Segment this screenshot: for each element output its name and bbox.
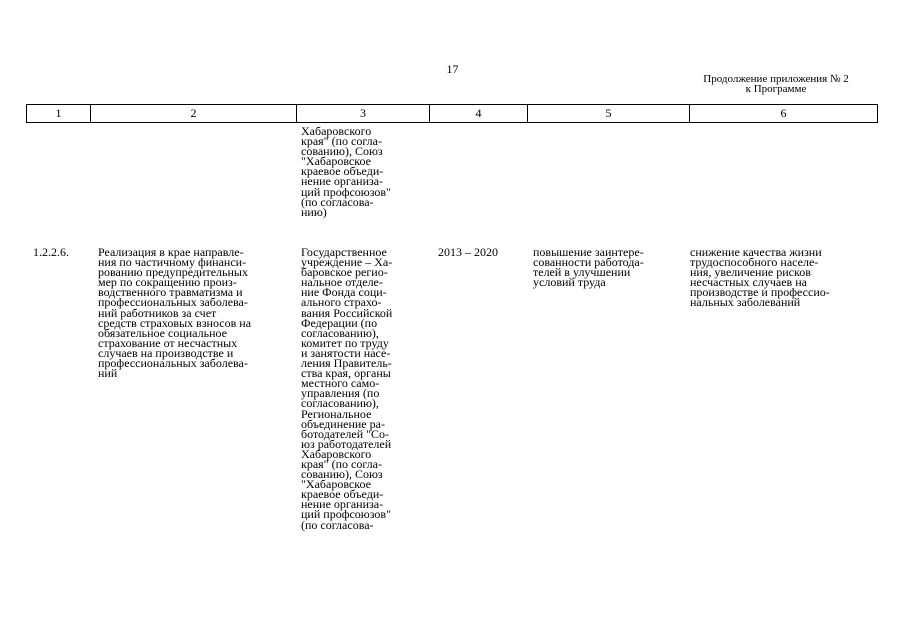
measure-description-cell: Реализация в крае направле- ния по частичному финанси- рованию предупредительных мер по сокращению произ- водственного травматизма и профессиональных заболева- ний работников за счет средств страховых взносов на обязательное социальное страхование от несчастных случаев на производстве и профессиональных заболева- ний	[98, 245, 252, 381]
page-number: 17	[446, 62, 459, 76]
header-cell-4: 4	[430, 105, 528, 123]
expected-result-cell: повышение заинтере- сованности работода- телей в улучшении условий труда	[533, 245, 644, 290]
consequences-cell: снижение качества жизни трудоспособного населе- ния, увеличение рисков несчастных случаев на производстве и профессио- нальных заболеваний	[690, 245, 830, 310]
header-cell-6: 6	[690, 105, 878, 123]
header-cell-5: 5	[528, 105, 690, 123]
row-number-cell: 1.2.2.6.	[33, 245, 69, 259]
period-cell: 2013 – 2020	[438, 245, 498, 259]
appendix-note-line1: Продолжение приложения № 2	[703, 73, 849, 85]
appendix-note-line2: к Программе	[745, 83, 807, 95]
header-row	[27, 105, 878, 123]
continued-executors-cell: Хабаровского края" (по согла- сованию), Союз "Хабаровское краевое объеди- нение организа- ций профсоюзов" (по согласова- нию)	[301, 124, 391, 219]
header-cell-2: 2	[91, 105, 297, 123]
header-cell-1: 1	[27, 105, 91, 123]
column-number-header-table	[26, 104, 878, 123]
executors-cell: Государственное учреждение – Ха- баровское регио- нальное отделе- ние Фонда соци- ального страхо- вания Российской Федерации (по согласованию), комитет по труду и занятости насе- ления Правитель- ства края, органы местного само- управления (по согласованию), Региональное объединение ра- ботодателей "Со- юз работодателей Хабаровского края" (по согла- сованию), Союз "Хабаровское краевое объеди- нение организа- ций профсоюзов" (по согласова-	[301, 245, 393, 532]
header-cell-3: 3	[297, 105, 430, 123]
appendix-note	[676, 74, 876, 94]
